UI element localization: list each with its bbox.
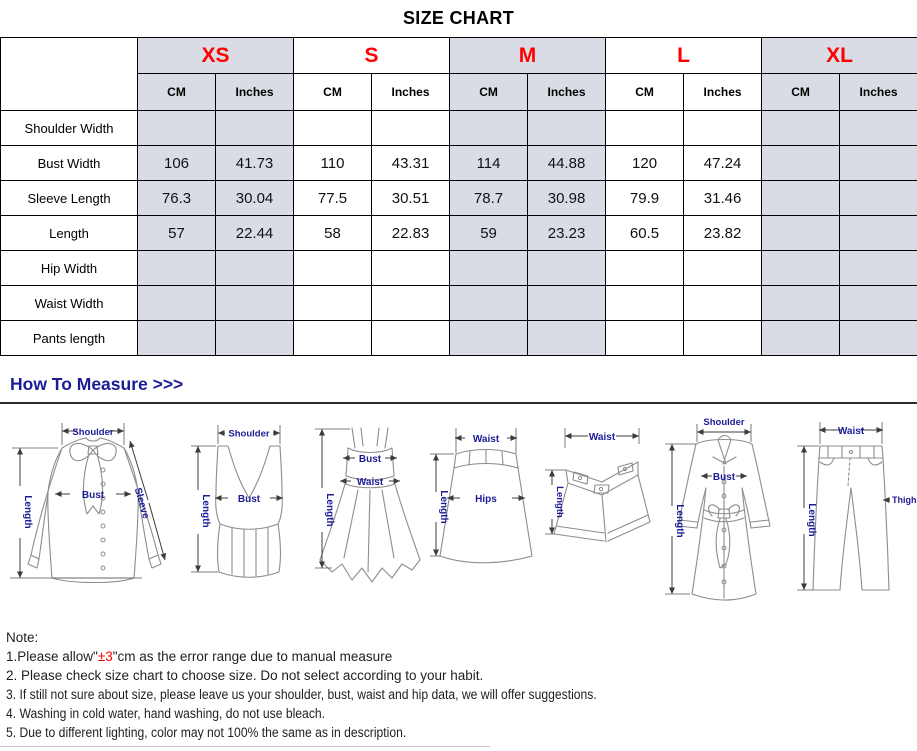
note-line-2: 2. Please check size chart to choose size. Do not select according to your habit. xyxy=(6,668,484,683)
cell: 79.9 xyxy=(606,181,684,216)
corner-cell xyxy=(1,38,138,111)
tank-shoulder-label: Shoulder xyxy=(228,428,270,440)
cell xyxy=(762,216,840,251)
cell: 47.24 xyxy=(684,146,762,181)
skirt-length-label: Length xyxy=(438,490,449,524)
cell xyxy=(528,286,606,321)
coat-shoulder-label: Shoulder xyxy=(703,417,745,428)
size-header-xs: XS xyxy=(138,38,294,74)
cell xyxy=(606,111,684,146)
cell: 77.5 xyxy=(294,181,372,216)
table-row-sleeve-length xyxy=(1,181,917,216)
cell: 76.3 xyxy=(138,181,216,216)
cell xyxy=(138,321,216,356)
cell xyxy=(216,286,294,321)
table-row-pants-length xyxy=(1,321,917,356)
shorts-length-label: Length xyxy=(554,486,565,518)
coat-bust-label: Bust xyxy=(712,472,736,483)
cell xyxy=(372,111,450,146)
dress-bust-label: Bust xyxy=(358,454,382,465)
unit-header-cm: CM xyxy=(762,74,840,111)
row-label: Shoulder Width xyxy=(1,111,138,146)
cell xyxy=(606,286,684,321)
row-label: Bust Width xyxy=(1,146,138,181)
cell: 58 xyxy=(294,216,372,251)
table-row-waist-width xyxy=(1,286,917,321)
blouse-bust-label: Bust xyxy=(81,490,105,501)
tank-bust-label: Bust xyxy=(237,494,261,505)
unit-header-cm: CM xyxy=(606,74,684,111)
tank-length-label: Length xyxy=(200,494,211,528)
cell xyxy=(294,286,372,321)
how-to-measure-heading: How To Measure >>> xyxy=(0,370,917,404)
pants-thigh-label: Thigh xyxy=(892,495,917,505)
cell xyxy=(762,146,840,181)
unit-header-inches: Inches xyxy=(684,74,762,111)
unit-header-cm: CM xyxy=(294,74,372,111)
notes-section xyxy=(0,620,917,742)
cell xyxy=(528,111,606,146)
cell: 31.46 xyxy=(684,181,762,216)
cell xyxy=(840,181,917,216)
cell xyxy=(762,286,840,321)
cell xyxy=(294,251,372,286)
cell: 22.44 xyxy=(216,216,294,251)
cell: 60.5 xyxy=(606,216,684,251)
cell xyxy=(840,251,917,286)
cell xyxy=(840,216,917,251)
cell: 30.51 xyxy=(372,181,450,216)
diagram-skirt xyxy=(428,408,538,620)
cell: 120 xyxy=(606,146,684,181)
cell xyxy=(606,251,684,286)
unit-header-row xyxy=(1,74,917,111)
cell xyxy=(138,251,216,286)
error-range-value: ±3 xyxy=(97,649,113,664)
cell: 22.83 xyxy=(372,216,450,251)
note-line-3: 3. If still not sure about size, please leave us your shoulder, bust, waist and hip data, we will offer suggestions. xyxy=(6,687,597,702)
note-line-5: 5. Due to different lighting, color may not 100% the same as in description. xyxy=(6,725,407,740)
shorts-waist-label: Waist xyxy=(588,432,616,443)
unit-header-inches: Inches xyxy=(840,74,917,111)
cell xyxy=(216,321,294,356)
size-header-s: S xyxy=(294,38,450,74)
cell xyxy=(294,321,372,356)
size-header-xl: XL xyxy=(762,38,917,74)
cell xyxy=(762,181,840,216)
cell: 44.88 xyxy=(528,146,606,181)
unit-header-cm: CM xyxy=(450,74,528,111)
blouse-shoulder-label: Shoulder xyxy=(72,427,114,438)
cell: 41.73 xyxy=(216,146,294,181)
cell xyxy=(840,321,917,356)
diagram-strap-dress xyxy=(304,408,428,620)
cell xyxy=(528,321,606,356)
cell xyxy=(684,286,762,321)
cell xyxy=(684,321,762,356)
blouse-length-label: Length xyxy=(22,495,33,529)
cell xyxy=(762,251,840,286)
cell xyxy=(138,111,216,146)
table-row-hip-width xyxy=(1,251,917,286)
cell xyxy=(528,251,606,286)
cell: 106 xyxy=(138,146,216,181)
size-table xyxy=(0,37,917,356)
cell xyxy=(762,321,840,356)
size-header-row xyxy=(1,38,917,74)
cell: 59 xyxy=(450,216,528,251)
cell xyxy=(840,111,917,146)
cell: 78.7 xyxy=(450,181,528,216)
cell xyxy=(216,251,294,286)
cell xyxy=(840,146,917,181)
cell xyxy=(138,286,216,321)
cell xyxy=(450,111,528,146)
measurement-diagrams xyxy=(0,408,917,620)
cell: 43.31 xyxy=(372,146,450,181)
cell: 110 xyxy=(294,146,372,181)
pants-length-label: Length xyxy=(806,503,817,537)
cell xyxy=(684,111,762,146)
diagram-tank-top xyxy=(180,408,304,620)
cell: 57 xyxy=(138,216,216,251)
row-label: Pants length xyxy=(1,321,138,356)
cell xyxy=(372,321,450,356)
skirt-hips-label: Hips xyxy=(475,494,497,505)
cell: 30.98 xyxy=(528,181,606,216)
notes-heading: Note: xyxy=(6,630,39,645)
unit-header-inches: Inches xyxy=(216,74,294,111)
table-row-length xyxy=(1,216,917,251)
pants-waist-label: Waist xyxy=(837,426,865,437)
cell xyxy=(294,111,372,146)
size-header-l: L xyxy=(606,38,762,74)
dress-waist-label: Waist xyxy=(356,477,384,488)
diagram-blouse xyxy=(0,408,180,620)
cell xyxy=(216,111,294,146)
diagram-coat xyxy=(656,408,790,620)
cell: 30.04 xyxy=(216,181,294,216)
unit-header-inches: Inches xyxy=(528,74,606,111)
page-title: SIZE CHART xyxy=(403,8,514,28)
cell xyxy=(372,251,450,286)
blouse-sleeve-label: Sleeve xyxy=(131,486,152,521)
size-header-m: M xyxy=(450,38,606,74)
cell xyxy=(840,286,917,321)
cell xyxy=(450,286,528,321)
cell xyxy=(684,251,762,286)
cell: 23.23 xyxy=(528,216,606,251)
row-label: Sleeve Length xyxy=(1,181,138,216)
bottom-divider xyxy=(0,746,490,747)
cell: 23.82 xyxy=(684,216,762,251)
table-row-shoulder-width xyxy=(1,111,917,146)
row-label: Hip Width xyxy=(1,251,138,286)
note-line-1: 1.Please allow"±3"cm as the error range due to manual measure xyxy=(6,649,393,664)
cell xyxy=(450,251,528,286)
cell: 114 xyxy=(450,146,528,181)
cell xyxy=(762,111,840,146)
cell xyxy=(450,321,528,356)
row-label: Waist Width xyxy=(1,286,138,321)
diagram-shorts xyxy=(538,408,656,620)
cell xyxy=(606,321,684,356)
table-row-bust-width xyxy=(1,146,917,181)
note-line-4: 4. Washing in cold water, hand washing, do not use bleach. xyxy=(6,706,326,721)
unit-header-inches: Inches xyxy=(372,74,450,111)
unit-header-cm: CM xyxy=(138,74,216,111)
row-label: Length xyxy=(1,216,138,251)
skirt-waist-label: Waist xyxy=(472,434,500,445)
cell xyxy=(372,286,450,321)
dress-length-label: Length xyxy=(324,493,335,527)
coat-length-label: Length xyxy=(674,504,685,538)
diagram-pants xyxy=(790,408,917,620)
